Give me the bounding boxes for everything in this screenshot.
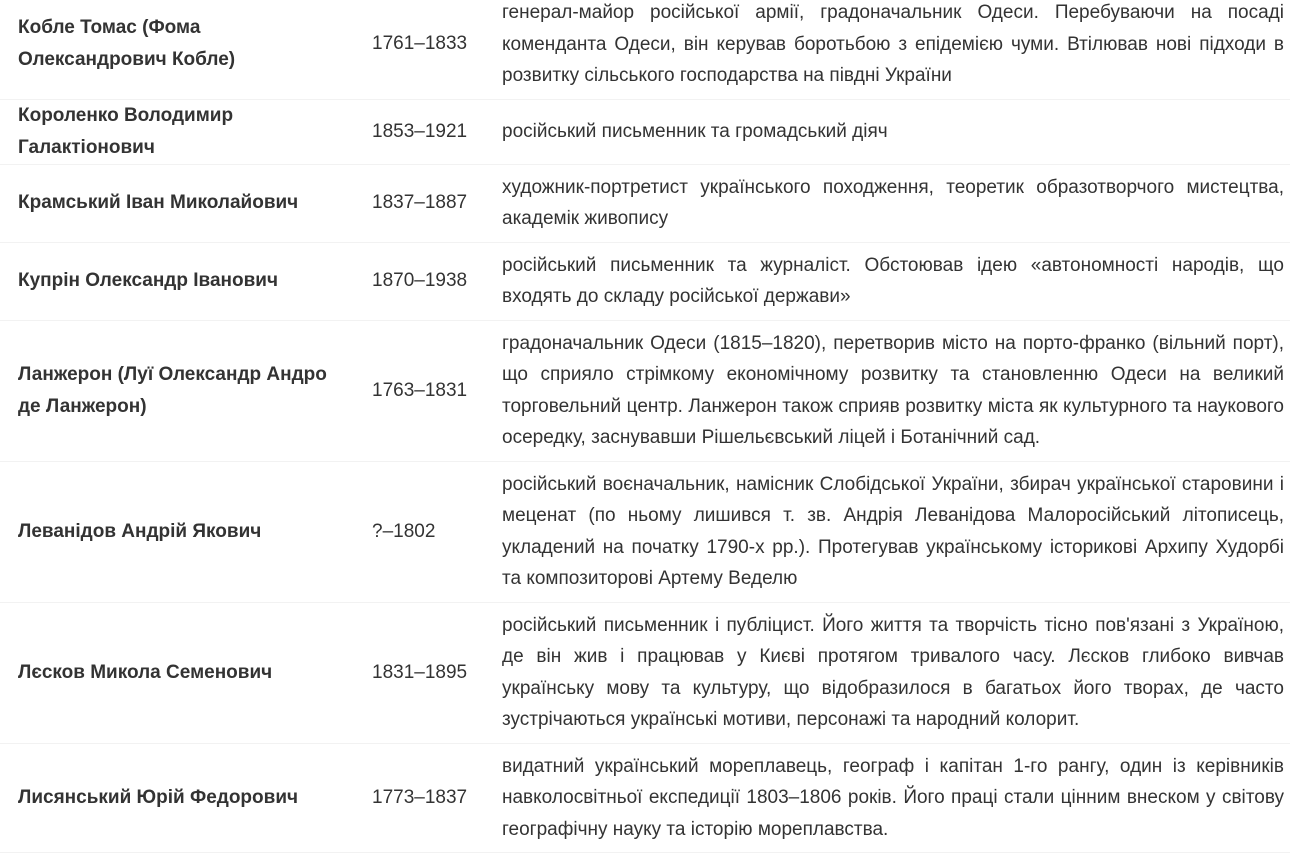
life-years: ?–1802	[354, 516, 484, 548]
person-description: видатний український мореплавець, географ і капітан 1-го рангу, один із керівників навколосвітньої експедиції 1803–1806 років. Його праці стали цінним внеском у світову географічну науку та історію мореплавства.	[484, 744, 1284, 853]
person-name: Короленко Володимир Галактіонович	[0, 100, 354, 164]
life-years: 1773–1837	[354, 782, 484, 814]
person-name: Купрін Олександр Іванович	[0, 265, 354, 297]
table-row	[0, 165, 1290, 243]
person-name: Ланжерон (Луї Олександр Андро де Ланжерон)	[0, 359, 354, 423]
person-description: генерал-майор російської армії, градоначальник Одеси. Перебуваючи на посаді коменданта Одеси, він керував боротьбою з епідемією чуми. Втілював нові підходи в розвитку сільського господарства на півдні України	[484, 0, 1284, 99]
person-description: градоначальник Одеси (1815–1820), перетворив місто на порто-франко (вільний порт), що сприяло стрімкому економічному розвитку та становленню Одеси на великий торговельний центр. Ланжерон також сприяв розвитку міста як культурного та наукового осередку, заснувавши Рішельєвський ліцей і Ботанічний сад.	[484, 321, 1284, 461]
life-years: 1763–1831	[354, 375, 484, 407]
table-row	[0, 243, 1290, 321]
life-years: 1870–1938	[354, 265, 484, 297]
life-years: 1837–1887	[354, 187, 484, 219]
person-name: Лєсков Микола Семенович	[0, 657, 354, 689]
life-years: 1831–1895	[354, 657, 484, 689]
table-row	[0, 462, 1290, 603]
life-years: 1853–1921	[354, 116, 484, 148]
table-row	[0, 603, 1290, 744]
table-row	[0, 100, 1290, 165]
person-description: художник-портретист українського походження, теоретик образотворчого мистецтва, академік живопису	[484, 165, 1284, 242]
table-row	[0, 0, 1290, 100]
person-name: Леванідов Андрій Якович	[0, 516, 354, 548]
person-description: російський воєначальник, намісник Слобідської України, збирач української старовини і меценат (по ньому лишився т. зв. Андрія Леванідова Малоросійський літописець, укладений на початку 1790-х рр.). Протегував українському історикові Архипу Худорбі та композиторові Артему Веделю	[484, 462, 1284, 602]
person-description: російський письменник та громадський діяч	[484, 102, 1284, 162]
table-row	[0, 321, 1290, 462]
person-name: Лисянський Юрій Федорович	[0, 782, 354, 814]
table-row	[0, 744, 1290, 853]
person-name: Кобле Томас (Фома Олександрович Кобле)	[0, 12, 354, 76]
person-description: російський письменник і публіцист. Його життя та творчість тісно пов'язані з Україною, де він жив і працював у Києві протягом тривалого часу. Лєсков глибоко вивчав українську мову та культуру, що відобразилося в багатьох його творах, де часто зустрічаються українські мотиви, персонажі та народний колорит.	[484, 603, 1284, 743]
person-name: Крамський Іван Миколайович	[0, 187, 354, 219]
life-years: 1761–1833	[354, 28, 484, 60]
person-description: російський письменник та журналіст. Обстоював ідею «автономності народів, що входять до складу російської держави»	[484, 243, 1284, 320]
